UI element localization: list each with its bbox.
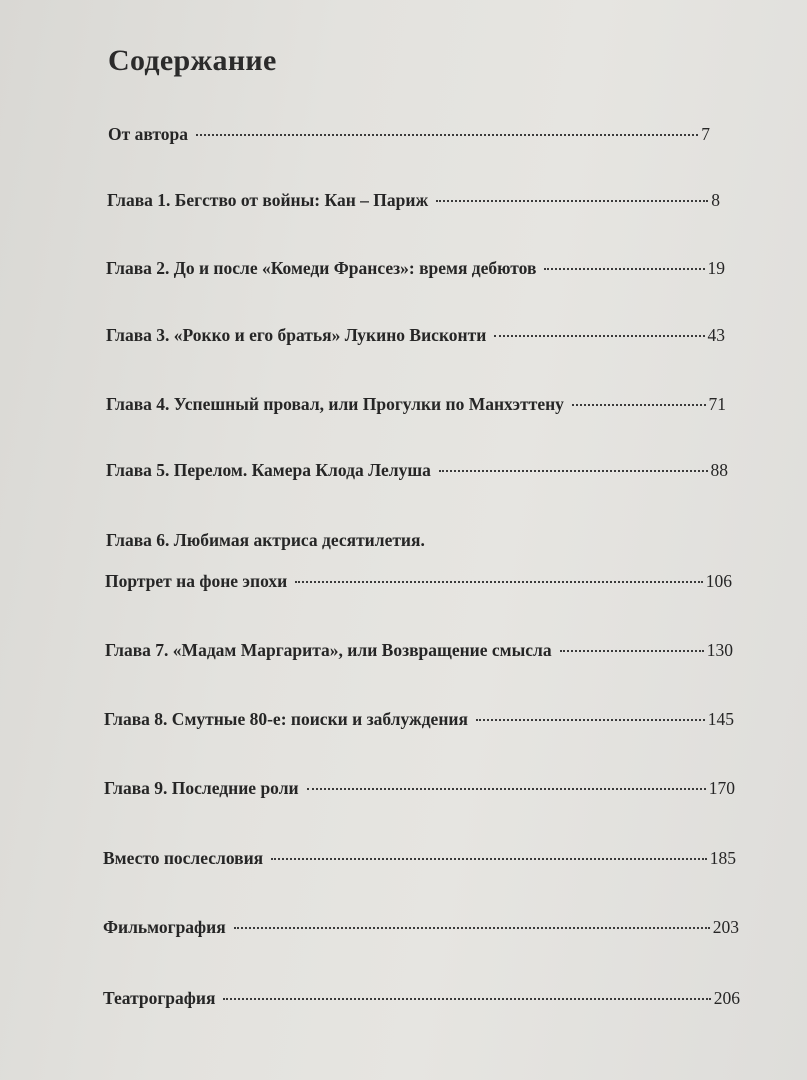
toc-entry-page: 170 — [708, 778, 735, 798]
toc-entry-page: 7 — [701, 124, 710, 144]
toc-entry-page: 106 — [705, 571, 732, 591]
toc-entry-title: От автора — [108, 124, 188, 144]
toc-entry — [105, 640, 733, 661]
toc-entry — [105, 571, 732, 592]
toc-entry-title: Глава 3. «Рокко и его братья» Лукино Висконти — [106, 325, 487, 345]
toc-entry-title: Глава 4. Успешный провал, или Прогулки по Манхэттену — [106, 394, 564, 414]
toc-entry-title: Глава 9. Последние роли — [104, 778, 299, 798]
toc-entry-page: 145 — [707, 709, 734, 729]
dot-leader — [307, 788, 706, 790]
toc-entry-title: Вместо послесловия — [103, 848, 264, 868]
dot-leader — [271, 858, 707, 860]
toc-entry — [106, 460, 728, 481]
toc-entry-page: 8 — [711, 190, 720, 210]
toc-entry-page: 130 — [706, 640, 733, 660]
toc-entry-page: 88 — [710, 460, 728, 480]
toc-entry — [106, 394, 726, 415]
toc-entry — [104, 778, 735, 799]
toc-entry — [103, 848, 736, 869]
toc-entry — [103, 988, 740, 1009]
dot-leader — [572, 404, 706, 406]
dot-leader — [544, 268, 704, 270]
toc-entry-title: Глава 8. Смутные 80-е: поиски и заблуждения — [104, 709, 468, 729]
dot-leader — [234, 927, 710, 929]
toc-entry-page: 185 — [709, 848, 736, 868]
dot-leader — [223, 998, 710, 1000]
toc-entry-page: 43 — [707, 325, 725, 345]
toc-entry — [108, 124, 710, 145]
toc-entry-title: Театрография — [103, 988, 216, 1008]
toc-entry-title: Портрет на фоне эпохи — [105, 571, 288, 591]
dot-leader — [476, 719, 705, 721]
dot-leader — [560, 650, 704, 652]
dot-leader — [295, 581, 703, 583]
dot-leader — [494, 335, 704, 337]
toc-entry-page: 71 — [708, 394, 726, 414]
toc-entry — [106, 258, 725, 279]
dot-leader — [439, 470, 708, 472]
toc-title: Содержание — [108, 44, 277, 77]
toc-entry — [106, 325, 725, 346]
toc-entry-page: 19 — [707, 258, 725, 278]
dot-leader — [436, 200, 708, 202]
toc-entry-title-line1: Глава 6. Любимая актриса десятилетия. — [106, 530, 425, 550]
toc-entry — [107, 190, 720, 211]
toc-entry-title: Глава 2. До и после «Комеди Франсез»: время дебютов — [106, 258, 537, 278]
toc-entry — [103, 917, 739, 938]
toc-entry-title: Глава 5. Перелом. Камера Клода Лелуша — [106, 460, 431, 480]
toc-entry-page: 206 — [713, 988, 740, 1008]
toc-entry-title: Фильмография — [103, 917, 226, 937]
toc-entry-title: Глава 7. «Мадам Маргарита», или Возвращение смысла — [105, 640, 552, 660]
dot-leader — [196, 134, 698, 136]
toc-entry-page: 203 — [712, 917, 739, 937]
toc-entry-title: Глава 1. Бегство от войны: Кан – Париж — [107, 190, 429, 210]
toc-entry — [104, 709, 734, 730]
